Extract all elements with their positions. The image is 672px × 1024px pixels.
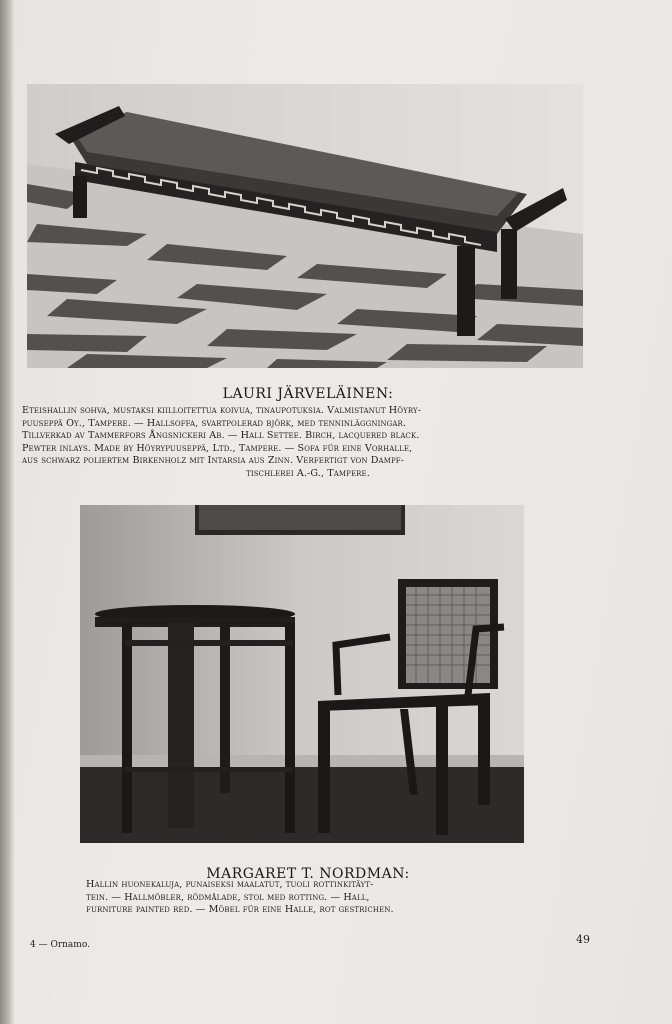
caption-line: furniture painted red. — Möbel für eine Halle, rot gestrichen.: [86, 904, 394, 916]
page-number: 49: [576, 933, 590, 946]
section2-title: MARGARET T. NORDMAN:: [206, 866, 410, 882]
caption-line: Pewter inlays. Made by Höyrypuuseppä, Ltd., Tampere. — Sofa für eine Vorhalle,: [22, 442, 413, 454]
photo-hall-furniture: [80, 505, 524, 843]
caption-line: Tillverkad av Tammerfors Ångsnickeri Ab. — Hall Settee. Birch, lacquered black.: [22, 430, 420, 442]
section1-caption: [22, 405, 594, 481]
book-spine: [0, 0, 14, 1024]
section2-caption: [86, 879, 522, 917]
footer-signature: 4 — Ornamo.: [30, 940, 90, 950]
caption-line: tischlerei A.-G., Tampere.: [246, 467, 370, 479]
caption-line: tein. — Hallmöbler, rödmålade, stol med rotting. — Hall,: [86, 891, 370, 903]
caption-line: puuseppä Oy., Tampere. — Hallsoffa, svartpolerad björk, med tenninläggningar.: [22, 417, 407, 429]
photo-hall-settee: [27, 84, 583, 368]
caption-line: Eteishallin sohva, mustaksi kiilloitettua koivua, tinaupotuksia. Valmistanut Höyry-: [22, 405, 422, 416]
caption-line: Hallin huonekaluja, punaiseksi maalatut, tuoli rottinkitäyt-: [86, 879, 374, 890]
caption-line: aus schwarz poliertem Birkenholz mit Intarsia aus Zinn. Verfertigt von Dampf-: [22, 455, 405, 467]
section1-title: LAURI JÄRVELÄINEN:: [222, 386, 394, 402]
